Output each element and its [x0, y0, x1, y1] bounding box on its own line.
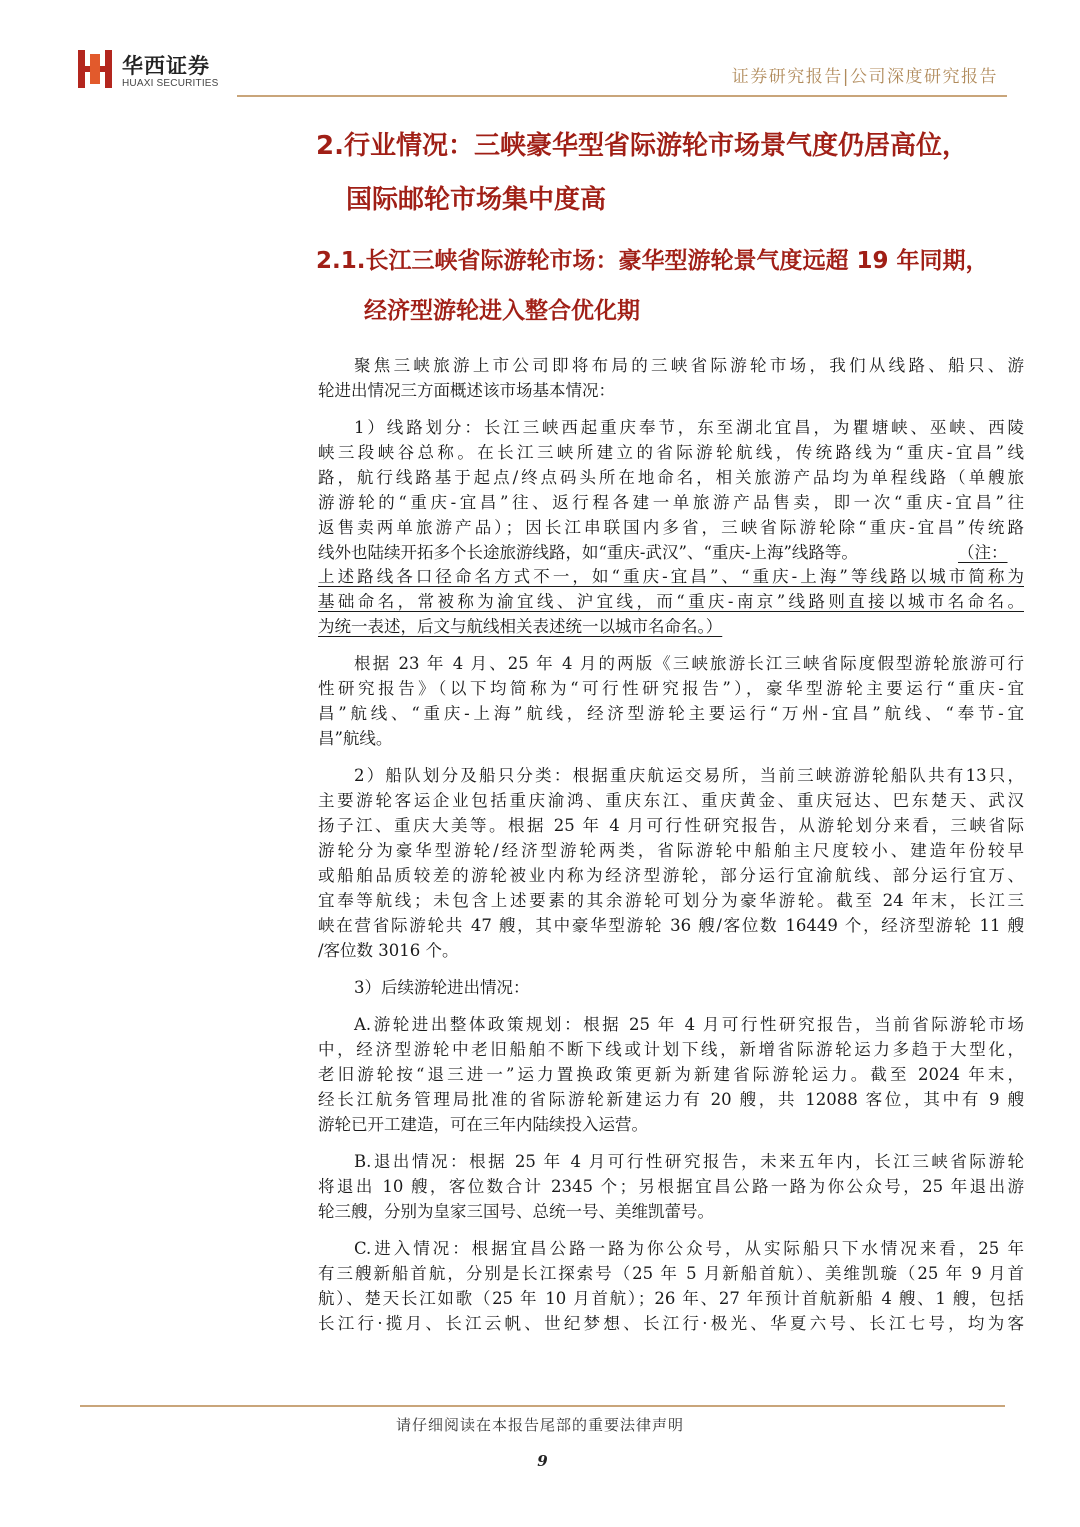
paragraph-line: 主要游轮客运企业包括重庆渝鸿、重庆东江、重庆黄金、重庆冠达、巴东楚天、武汉: [318, 791, 1024, 810]
page-number: 9: [537, 1452, 548, 1470]
paragraph-line: 中，经济型游轮中老旧船舶不断下线或计划下线，新增省际游轮运力多趋于大型化，: [318, 1040, 1024, 1059]
paragraph-line: /客位数 3016 个。: [318, 941, 459, 960]
legal-notice: 请仔细阅读在本报告尾部的重要法律声明: [395, 1416, 684, 1434]
section-heading-line-2: 国际邮轮市场集中度高: [346, 185, 607, 215]
paragraph-line: 扬子江、重庆大美等。根据 25 年 4 月可行性研究报告，从游轮划分来看，三峡省际: [318, 816, 1024, 835]
paragraph-line: 根据 23 年 4 月、25 年 4 月的两版《三峡旅游长江三峡省际度假型游轮旅游可行: [354, 654, 1024, 673]
paragraph-line: 宜奉等航线；未包含上述要素的其余游轮可划分为豪华游轮。截至 24 年末，长江三: [318, 891, 1024, 910]
huaxi-logo-icon: [78, 50, 112, 88]
paragraph-line: 返售卖两单旅游产品）；因长江串联国内多省，三峡省际游轮除“重庆-宜昌”传统路: [318, 518, 1024, 537]
paragraph-line: 3）后续游轮进出情况：: [354, 978, 530, 997]
logo-chinese-name: 华西证券: [122, 54, 210, 78]
paragraph-line: 峡在营省际游轮共 47 艘，其中豪华型游轮 36 艘/客位数 16449 个，经济型游轮 11 艘: [318, 916, 1024, 935]
paragraph-line: 游轮分为豪华型游轮/经济型游轮两类，省际游轮中船舶主尺度较小、建造年份较早: [318, 841, 1024, 860]
route-note-line: 上述路线各口径命名方式不一，如“重庆-宜昌”、“重庆-上海”等线路以城市简称为: [318, 567, 1024, 586]
paragraph-line: B.退出情况：根据 25 年 4 月可行性研究报告，未来五年内，长江三峡省际游轮: [354, 1152, 1024, 1171]
paragraph-line: A.游轮进出整体政策规划：根据 25 年 4 月可行性研究报告，当前省际游轮市场: [354, 1015, 1024, 1034]
paragraph-line: C.进入情况：根据宜昌公路一路为你公众号，从实际船只下水情况来看，25 年: [354, 1239, 1024, 1258]
paragraph-line: 1）线路划分：长江三峡西起重庆奉节，东至湖北宜昌，为瞿塘峡、巫峡、西陵: [354, 418, 1024, 437]
logo-english-name: HUAXI SECURITIES: [122, 78, 219, 89]
paragraph-line: 性研究报告》（以下均简称为“可行性研究报告”），豪华型游轮主要运行“重庆-宜: [318, 679, 1024, 698]
paragraph-line: 昌”航线。: [318, 729, 393, 748]
paragraph-line: 2）船队划分及船只分类：根据重庆航运交易所，当前三峡游游轮船队共有13只，: [354, 766, 1024, 785]
paragraph-line: 或船舶品质较差的游轮被业内称为经济型游轮，部分运行宜渝航线、部分运行宜万、: [318, 866, 1024, 885]
paragraph-line: 轮进出情况三方面概述该市场基本情况：: [318, 381, 615, 400]
paragraph-line: 峡三段峡谷总称。在长江三峡所建立的省际游轮航线，传统路线为“重庆-宜昌”线: [318, 443, 1024, 462]
route-note-line: 为统一表述，后文与航线相关表述统一以城市名命名。）: [318, 617, 723, 636]
paragraph-line: 老旧游轮按“退三进一”运力置换政策更新为新建省际游轮运力。截至 2024 年末，: [318, 1065, 1024, 1084]
paragraph-line: 线外也陆续开拓多个长途旅游线路，如“重庆-武汉”、“重庆-上海”线路等。: [318, 543, 858, 562]
report-type-label: 证券研究报告|公司深度研究报告: [731, 67, 998, 87]
paragraph-line: 路，航行线路基于起点/终点码头所在地命名，相关旅游产品均为单程线路（单艘旅: [318, 468, 1024, 487]
paragraph-line: 经长江航务管理局批准的省际游轮新建运力有 20 艘，共 12088 客位，其中有 9 艘: [318, 1090, 1024, 1109]
route-note-line: 基础命名，常被称为渝宜线、沪宜线，而“重庆-南京”线路则直接以城市名命名。: [318, 592, 1024, 611]
subsection-heading-line-1: 2.1.长江三峡省际游轮市场：豪华型游轮景气度远超 19 年同期，: [316, 248, 989, 274]
page-header: [0, 0, 1080, 100]
paragraph-line: 聚焦三峡旅游上市公司即将布局的三峡省际游轮市场，我们从线路、船只、游: [354, 356, 1024, 375]
paragraph-line: 有三艘新船首航，分别是长江探索号（25 年 5 月新船首航）、美维凯璇（25 年 9 月首: [318, 1264, 1024, 1283]
paragraph-line: 游轮已开工建造，可在三年内陆续投入运营。: [318, 1115, 648, 1134]
subsection-heading-line-2: 经济型游轮进入整合优化期: [364, 298, 640, 324]
paragraph-line: 长江行·揽月、长江云帆、世纪梦想、长江行·极光、华夏六号、长江七号，均为客: [318, 1314, 1024, 1333]
paragraph-line: 游游轮的“重庆-宜昌”往、返行程各建一单旅游产品售卖，即一次“重庆-宜昌”往: [318, 493, 1024, 512]
paragraph-line: 将退出 10 艘，客位数合计 2345 个；另根据宜昌公路一路为你公众号，25 年退出游: [318, 1177, 1024, 1196]
paragraph-line: 航）、楚天长江如歌（25 年 10 月首航）；26 年、27 年预计首航新船 4 艘、1 艘，包括: [318, 1289, 1024, 1308]
paragraph-line: 轮三艘，分别为皇家三国号、总统一号、美维凯蕾号。: [318, 1202, 714, 1221]
header-divider: [237, 95, 1007, 97]
section-heading-line-1: 2.行业情况：三峡豪华型省际游轮市场景气度仍居高位，: [316, 131, 968, 161]
route-note-start: （注：: [958, 543, 1008, 562]
footer-divider: [80, 1405, 1005, 1407]
paragraph-line: 昌”航线、“重庆-上海”航线，经济型游轮主要运行“万州-宜昌”航线、“奉节-宜: [318, 704, 1024, 723]
